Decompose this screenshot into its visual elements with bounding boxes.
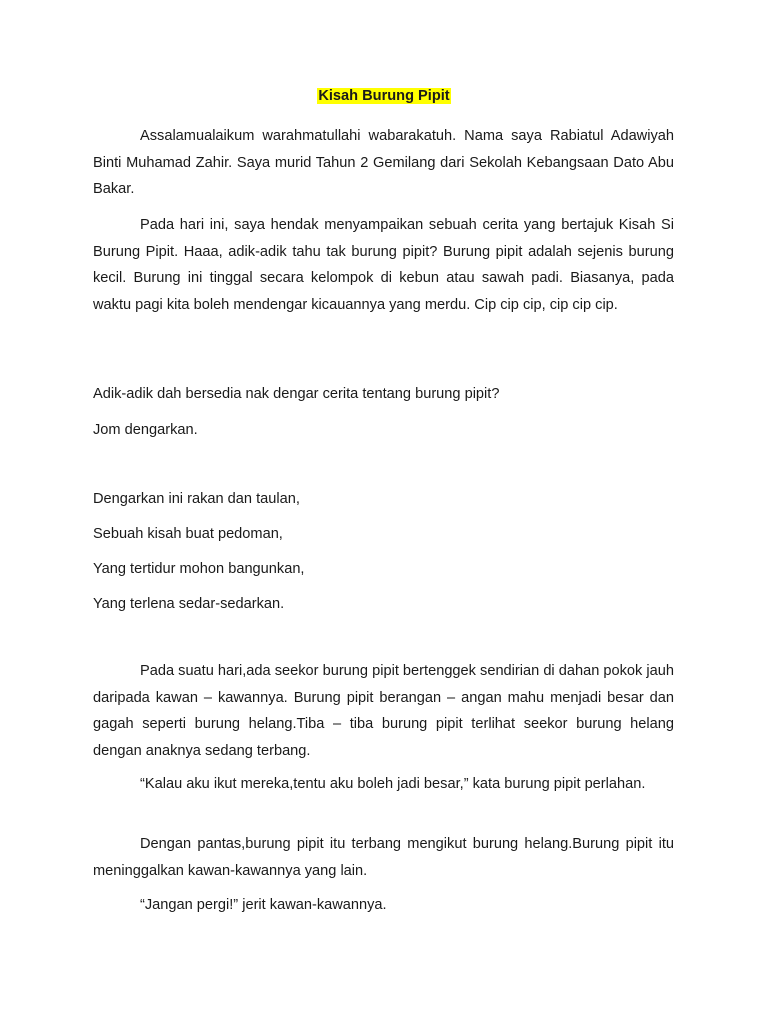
intro-paragraph-2: Pada hari ini, saya hendak menyampaikan sebuah cerita yang bertajuk Kisah Si Burung Pipit. Haaa, adik-adik tahu tak burung pipit? Burung pipit adalah sejenis burung kecil. Burung ini tinggal secara kelompok di kebun atau sawah padi. Biasanya, pada waktu pagi kita boleh mendengar kicauannya yang merdu. Cip cip cip, cip cip cip. bbox=[93, 217, 674, 313]
story-paragraph-1: Pada suatu hari,ada seekor burung pipit bertenggek sendirian di dahan pokok jauh daripada kawan – kawannya. Burung pipit berangan – angan mahu menjadi besar dan gagah seperti burung helang.Tiba – tiba burung pipit terlihat seekor burung helang dengan anaknya sedang terbang. bbox=[93, 663, 674, 759]
story-paragraph-4: “Jangan pergi!” jerit kawan-kawannya. bbox=[140, 897, 387, 913]
prompt-line-2: Jom dengarkan. bbox=[93, 422, 198, 438]
pantun-line-4: Yang terlena sedar-sedarkan. bbox=[93, 596, 285, 612]
intro-paragraph-1: Assalamualaikum warahmatullahi wabarakatuh. Nama saya Rabiatul Adawiyah Binti Muhamad Zahir. Saya murid Tahun 2 Gemilang dari Sekolah Kebangsaan Dato Abu Bakar. bbox=[93, 128, 674, 197]
pantun-line-2: Sebuah kisah buat pedoman, bbox=[93, 526, 283, 542]
pantun-line-1: Dengarkan ini rakan dan taulan, bbox=[93, 491, 300, 507]
story-paragraph-3: Dengan pantas,burung pipit itu terbang mengikut burung helang.Burung pipit itu meninggalkan kawan-kawannya yang lain. bbox=[93, 836, 674, 879]
document-title bbox=[0, 85, 768, 107]
title-highlight: Kisah Burung Pipit bbox=[318, 88, 450, 104]
prompt-line-1: Adik-adik dah bersedia nak dengar cerita tentang burung pipit? bbox=[93, 386, 500, 402]
pantun-line-3: Yang tertidur mohon bangunkan, bbox=[93, 561, 305, 577]
story-paragraph-2: “Kalau aku ikut mereka,tentu aku boleh jadi besar,” kata burung pipit perlahan. bbox=[140, 776, 646, 792]
